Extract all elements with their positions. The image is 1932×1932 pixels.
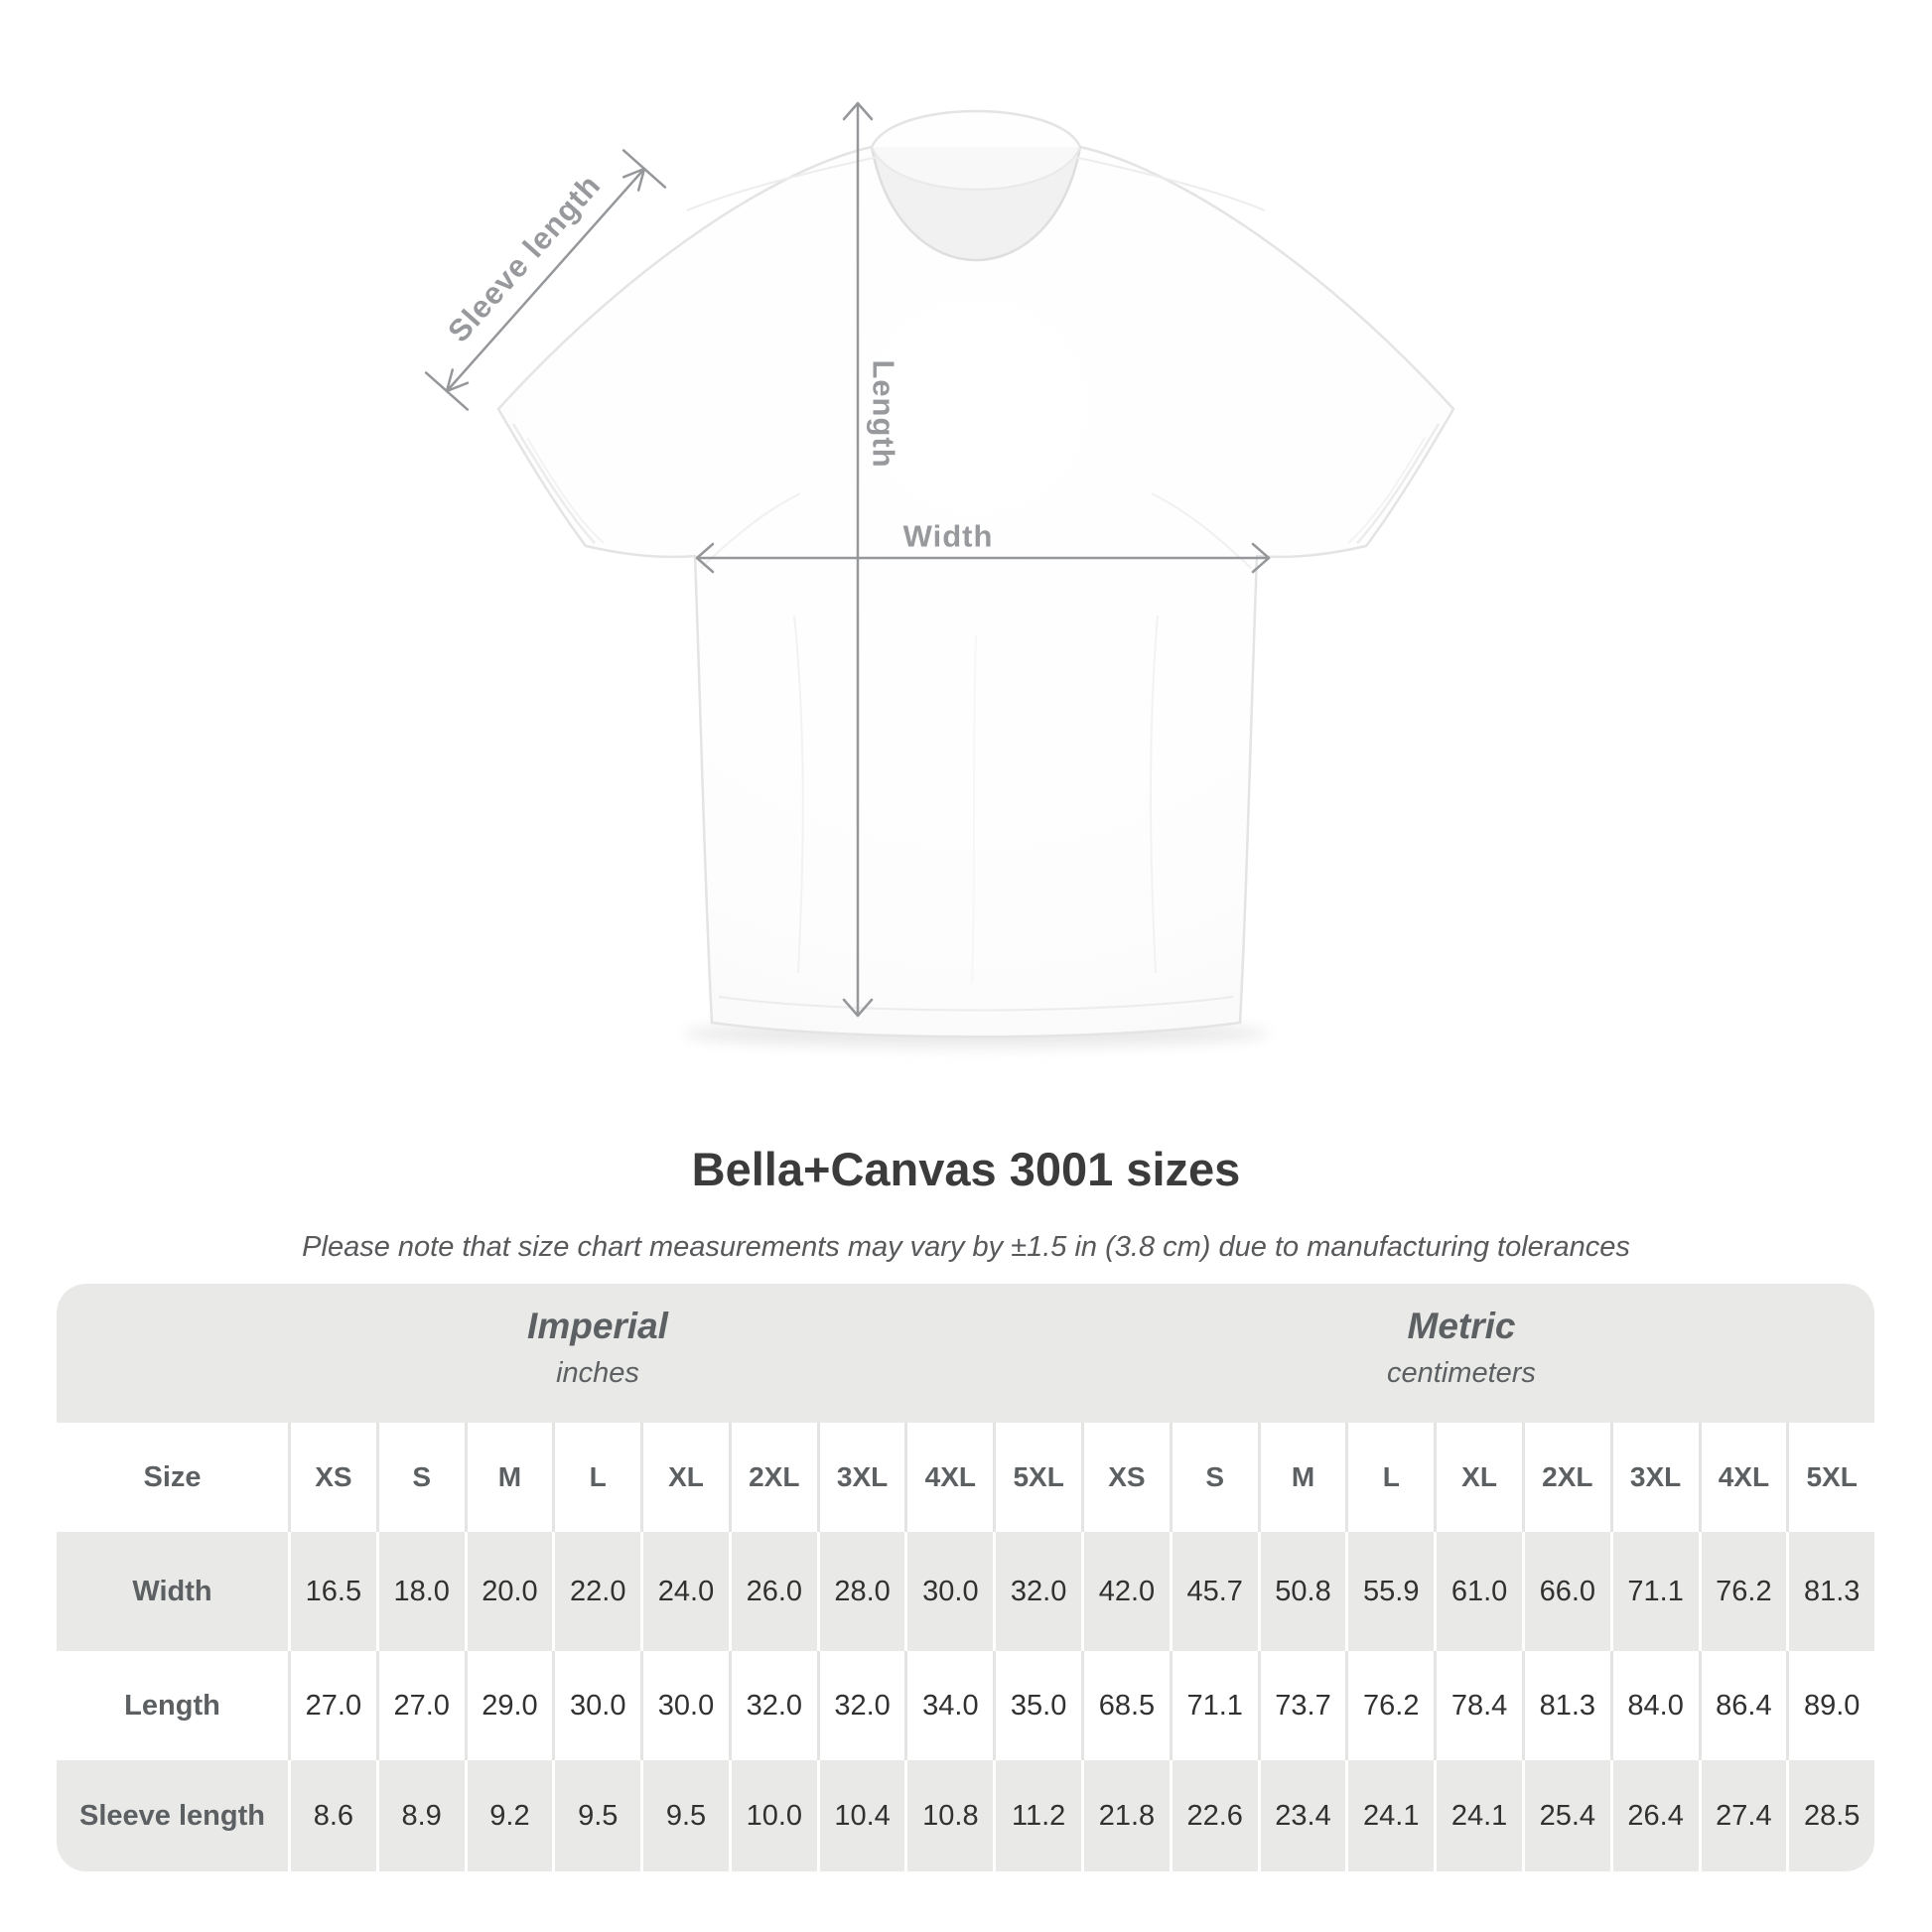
row-label-width: Width xyxy=(132,1575,212,1607)
table-cell: 71.1 xyxy=(1610,1532,1699,1651)
table-cell: 55.9 xyxy=(1345,1532,1434,1651)
table-cell: 9.5 xyxy=(640,1760,729,1871)
imperial-section-header xyxy=(196,1306,1000,1390)
table-cell: 21.8 xyxy=(1081,1760,1170,1871)
column-header-metric-5xl: 5XL xyxy=(1786,1423,1874,1532)
size-header-row xyxy=(57,1423,1874,1532)
table-row-length xyxy=(57,1651,1874,1760)
width-label: Width xyxy=(902,518,994,554)
table-cell: 26.0 xyxy=(729,1532,817,1651)
metric-unit-label: centimeters xyxy=(1387,1357,1536,1389)
table-cell: 84.0 xyxy=(1610,1651,1699,1760)
table-cell: 42.0 xyxy=(1081,1532,1170,1651)
size-table xyxy=(57,1284,1874,1871)
table-cell: 24.1 xyxy=(1434,1760,1522,1871)
sleeve-length-label: Sleeve length xyxy=(441,167,608,349)
table-cell: 45.7 xyxy=(1170,1532,1258,1651)
tolerance-note: Please note that size chart measurements may vary by ±1.5 in (3.8 cm) due to manufacturing tolerances xyxy=(302,1231,1630,1263)
length-label: Length xyxy=(866,359,901,469)
imperial-label: Imperial xyxy=(527,1306,668,1346)
column-header-metric-m: M xyxy=(1258,1423,1346,1532)
table-cell: 76.2 xyxy=(1345,1651,1434,1760)
table-cell: 23.4 xyxy=(1258,1760,1346,1871)
table-cell: 35.0 xyxy=(993,1651,1081,1760)
table-cell: 71.1 xyxy=(1170,1651,1258,1760)
column-header-metric-4xl: 4XL xyxy=(1699,1423,1787,1532)
table-cell: 25.4 xyxy=(1522,1760,1610,1871)
table-cell: 30.0 xyxy=(640,1651,729,1760)
table-cell: 8.6 xyxy=(313,1799,354,1832)
size-column-label: Size xyxy=(143,1460,202,1493)
column-header-metric-2xl: 2XL xyxy=(1522,1423,1610,1532)
table-cell: 78.4 xyxy=(1434,1651,1522,1760)
imperial-unit-label: inches xyxy=(556,1357,639,1389)
table-cell: 68.5 xyxy=(1081,1651,1170,1760)
table-cell: 27.0 xyxy=(376,1651,465,1760)
column-header-imperial-m: M xyxy=(465,1423,553,1532)
table-cell: 24.1 xyxy=(1345,1760,1434,1871)
table-cell: 27.0 xyxy=(305,1689,362,1722)
column-header-metric-xs: XS xyxy=(1081,1423,1170,1532)
column-header-metric-xl: XL xyxy=(1434,1423,1522,1532)
table-cell: 89.0 xyxy=(1786,1651,1874,1760)
column-header-imperial-2xl: 2XL xyxy=(729,1423,817,1532)
table-cell: 61.0 xyxy=(1434,1532,1522,1651)
table-cell: 27.4 xyxy=(1699,1760,1787,1871)
table-cell: 30.0 xyxy=(552,1651,640,1760)
table-row-sleeve-length xyxy=(57,1760,1874,1871)
table-cell: 73.7 xyxy=(1258,1651,1346,1760)
sleeve-row-cells xyxy=(288,1760,1874,1871)
length-row-cells xyxy=(288,1651,1874,1760)
table-cell: 30.0 xyxy=(904,1532,993,1651)
column-header-metric-s: S xyxy=(1170,1423,1258,1532)
table-cell: 10.0 xyxy=(729,1760,817,1871)
table-cell: 28.0 xyxy=(817,1532,905,1651)
width-row-cells xyxy=(288,1532,1874,1651)
table-cell: 10.8 xyxy=(904,1760,993,1871)
page-title: Bella+Canvas 3001 sizes xyxy=(691,1143,1241,1195)
table-header-band xyxy=(57,1284,1874,1423)
metric-label: Metric xyxy=(1407,1306,1516,1346)
tshirt-illustration xyxy=(498,111,1453,1036)
column-header-imperial-xl: XL xyxy=(640,1423,729,1532)
table-cell: 81.3 xyxy=(1786,1532,1874,1651)
column-header-imperial-3xl: 3XL xyxy=(817,1423,905,1532)
table-cell: 11.2 xyxy=(993,1760,1081,1871)
table-cell: 20.0 xyxy=(465,1532,553,1651)
column-header-imperial-l: L xyxy=(552,1423,640,1532)
table-cell: 86.4 xyxy=(1699,1651,1787,1760)
table-cell: 9.5 xyxy=(552,1760,640,1871)
table-row-width xyxy=(57,1532,1874,1651)
table-cell: 81.3 xyxy=(1522,1651,1610,1760)
column-header-imperial-5xl: 5XL xyxy=(993,1423,1081,1532)
table-cell: 29.0 xyxy=(465,1651,553,1760)
table-cell: 76.2 xyxy=(1699,1532,1787,1651)
column-header-metric-3xl: 3XL xyxy=(1610,1423,1699,1532)
table-cell: 22.0 xyxy=(552,1532,640,1651)
table-cell: 22.6 xyxy=(1170,1760,1258,1871)
column-header-metric-l: L xyxy=(1345,1423,1434,1532)
table-cell: 32.0 xyxy=(817,1651,905,1760)
column-header-imperial-4xl: 4XL xyxy=(904,1423,993,1532)
table-cell: 24.0 xyxy=(640,1532,729,1651)
table-cell: 50.8 xyxy=(1258,1532,1346,1651)
table-cell: 66.0 xyxy=(1522,1532,1610,1651)
column-header-imperial-xs: XS xyxy=(315,1461,352,1492)
table-cell: 8.9 xyxy=(376,1760,465,1871)
table-cell: 16.5 xyxy=(305,1575,362,1607)
column-header-imperial-s: S xyxy=(376,1423,465,1532)
table-cell: 34.0 xyxy=(904,1651,993,1760)
row-label-sleeve-length: Sleeve length xyxy=(79,1799,265,1832)
row-label-length: Length xyxy=(124,1689,220,1722)
size-header-cells xyxy=(288,1423,1874,1532)
table-cell: 32.0 xyxy=(729,1651,817,1760)
table-cell: 32.0 xyxy=(993,1532,1081,1651)
table-cell: 9.2 xyxy=(465,1760,553,1871)
table-cell: 18.0 xyxy=(376,1532,465,1651)
table-cell: 10.4 xyxy=(817,1760,905,1871)
metric-section-header xyxy=(1059,1306,1863,1390)
table-cell: 26.4 xyxy=(1610,1760,1699,1871)
table-cell: 28.5 xyxy=(1786,1760,1874,1871)
